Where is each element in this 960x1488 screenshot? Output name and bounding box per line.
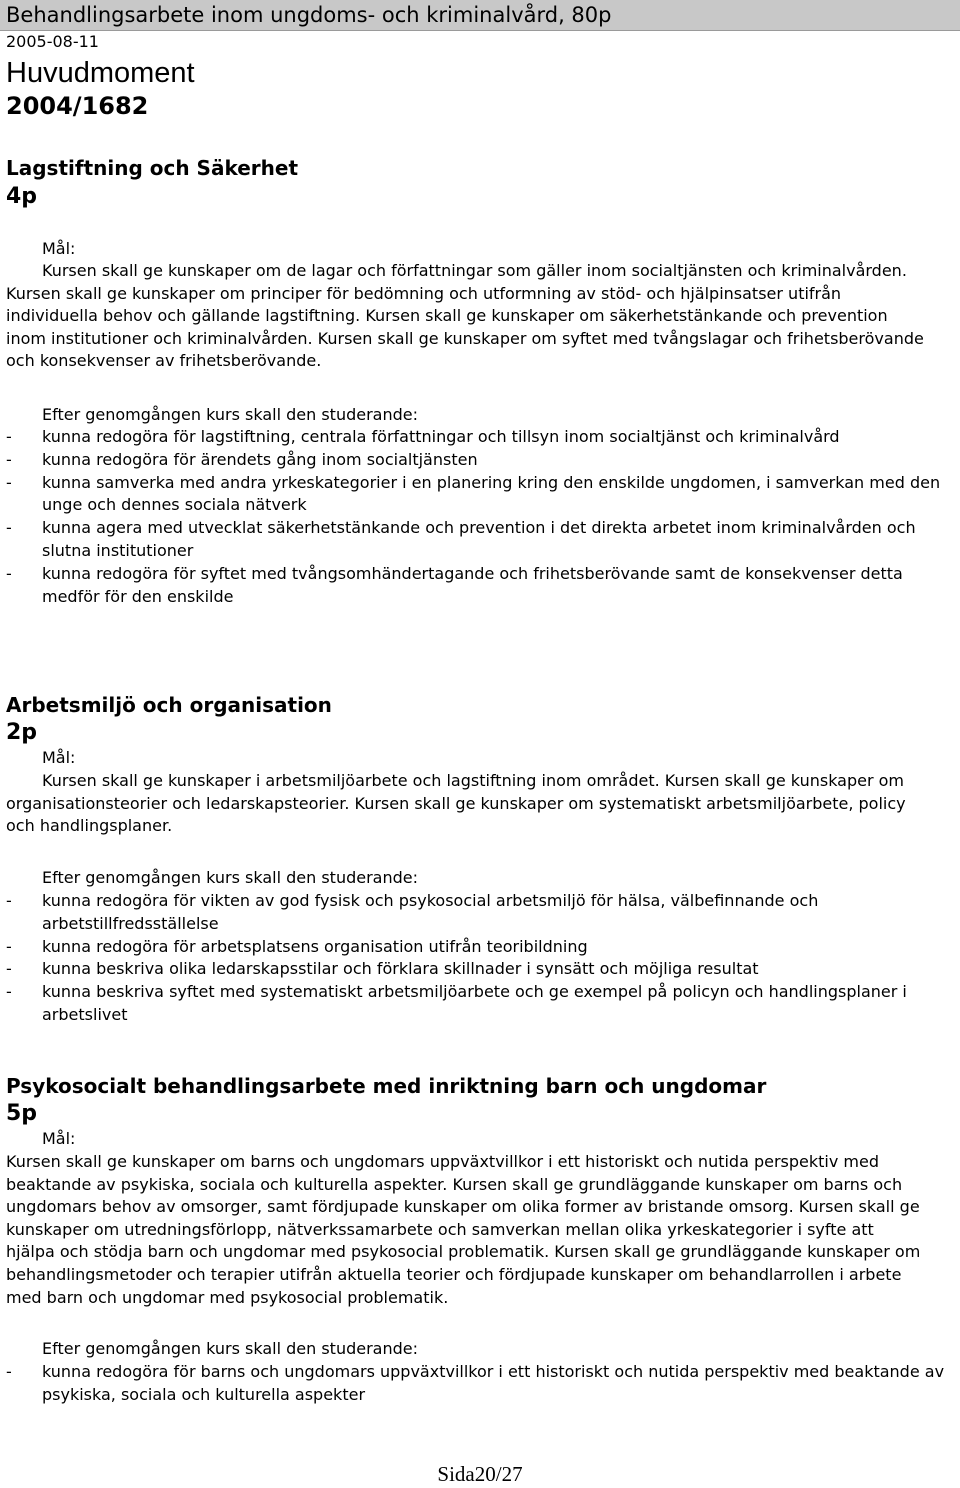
course-code: 2004/1682	[6, 92, 149, 120]
list-item: - kunna redogöra för ärendets gång inom socialtjänsten	[6, 449, 478, 469]
goal-text: Kursen skall ge kunskaper i arbetsmiljöarbete och lagstiftning inom området. Kursen skall ge kunskaper om organisationsteorier och ledarskapsteorier. Kursen skall ge kunskaper om systematiskt arbetsmiljöarbete, policy och handlingsplaner.	[6, 771, 906, 836]
section-points: 5p	[6, 1101, 38, 1126]
document-date: 2005-08-11	[6, 32, 99, 51]
list-item: - kunna redogöra för syftet med tvångsomhändertagande och frihetsberövande samt de konsekvenser detta medför för den enskilde	[6, 563, 903, 606]
section-title: Psykosocialt behandlingsarbete med inriktning barn och ungdomar	[6, 1074, 767, 1098]
main-heading: Huvudmoment	[6, 57, 195, 89]
list-item-text: kunna redogöra för lagstiftning, centrala författningar och tillsyn inom socialtjänst och kriminalvård	[42, 427, 840, 446]
header-bar	[0, 0, 960, 31]
outcomes-intro: Efter genomgången kurs skall den studerande:	[42, 1339, 418, 1358]
list-item-text: kunna redogöra för syftet med tvångsomhändertagande och frihetsberövande samt de konsekvenser detta medför för den enskilde	[42, 563, 903, 606]
document-title: Behandlingsarbete inom ungdoms- och kriminalvård, 80p	[6, 3, 612, 27]
list-item: - kunna redogöra för barns och ungdomars uppväxtvillkor i ett historiskt och nutida perspektiv med beaktande av psykiska, sociala och kulturella aspekter	[6, 1362, 945, 1404]
list-item-text: kunna agera med utvecklat säkerhetstänkande och prevention i det direkta arbetet inom kriminalvården och slutna institutioner	[42, 518, 916, 560]
list-item: - kunna beskriva olika ledarskapsstilar och förklara skillnader i synsätt och möjliga resultat	[6, 959, 759, 979]
list-item: - kunna redogöra för vikten av god fysisk och psykosocial arbetsmiljö för hälsa, välbefinnande och arbetstillfredsställelse	[6, 891, 819, 933]
list-item: - kunna samverka med andra yrkeskategorier i en planering kring den enskilde ungdomen, i samverkan med den unge och dennes sociala nätverk	[6, 472, 941, 515]
list-item-text: kunna redogöra för barns och ungdomars uppväxtvillkor i ett historiskt och nutida perspektiv med beaktande av psykiska, sociala och kulturella aspekter	[42, 1362, 945, 1404]
list-item-text: kunna redogöra för vikten av god fysisk och psykosocial arbetsmiljö för hälsa, välbefinnande och arbetstillfredsställelse	[42, 891, 819, 933]
list-item: - kunna redogöra för lagstiftning, centrala författningar och tillsyn inom socialtjänst och kriminalvård	[6, 427, 840, 446]
goal-label: Mål:	[42, 239, 76, 258]
goal-label: Mål:	[42, 748, 76, 767]
page-number: Sida20/27	[437, 1462, 523, 1486]
section-title: Arbetsmiljö och organisation	[6, 693, 332, 717]
list-item: - kunna redogöra för arbetsplatsens organisation utifrån teoribildning	[6, 936, 588, 956]
list-item: - kunna agera med utvecklat säkerhetstänkande och prevention i det direkta arbetet inom kriminalvården och slutna institutioner	[6, 518, 916, 560]
outcomes-list	[6, 1361, 946, 1407]
outcomes-list	[6, 426, 946, 608]
goal-text: Kursen skall ge kunskaper om barns och ungdomars uppväxtvillkor i ett historiskt och nutida perspektiv med beaktande av psykiska, sociala och kulturella aspekter. Kursen skall ge grundläggande kunskaper om barns och ungdomars behov av omsorger, samt fördjupade kunskaper om olika former av bristande omsorg. Kursen skall ge kunskaper om utredningsförlopp, nätverkssamarbete och samverkan mellan olika yrkeskategorier i syfte att hjälpa och stödja barn och ungdomar med psykosocial problematik. Kursen skall ge grundläggande kunskaper om behandlingsmetoder och terapier utifrån aktuella teorier och fördjupade kunskaper om behandlarrollen i arbete med barn och ungdomar med psykosocial problematik.	[6, 1152, 921, 1307]
list-item: - kunna beskriva syftet med systematiskt arbetsmiljöarbete och ge exempel på policyn och handlingsplaner i arbetslivet	[6, 982, 907, 1024]
list-item-text: kunna beskriva syftet med systematiskt arbetsmiljöarbete och ge exempel på policyn och handlingsplaner i arbetslivet	[42, 982, 907, 1024]
section-points: 2p	[6, 720, 38, 745]
list-item-text: kunna redogöra för arbetsplatsens organisation utifrån teoribildning	[42, 936, 588, 956]
section-title: Lagstiftning och Säkerhet	[6, 156, 299, 180]
goal-text: Kursen skall ge kunskaper om de lagar och författningar som gäller inom socialtjänsten och kriminalvården. Kursen skall ge kunskaper om principer för bedömning och utformning av stöd- och hjälpinsatser utifrån individuella behov och gällande lagstiftning. Kursen skall ge kunskaper om säkerhetstänkande och prevention inom institutioner och kriminalvården. Kursen skall ge kunskaper om syftet med tvångslagar och frihetsberövande och konsekvenser av frihetsberövande.	[6, 261, 924, 371]
list-item-text: kunna redogöra för ärendets gång inom socialtjänsten	[42, 449, 478, 469]
list-item-text: kunna samverka med andra yrkeskategorier i en planering kring den enskilde ungdomen, i samverkan med den unge och dennes sociala nätverk	[42, 472, 941, 515]
outcomes-list	[6, 890, 946, 1027]
outcomes-intro: Efter genomgången kurs skall den studerande:	[42, 405, 418, 424]
goal-label: Mål:	[42, 1129, 76, 1148]
list-item-text: kunna beskriva olika ledarskapsstilar och förklara skillnader i synsätt och möjliga resultat	[42, 959, 759, 979]
outcomes-intro: Efter genomgången kurs skall den studerande:	[42, 868, 418, 887]
section-points: 4p	[6, 184, 38, 209]
